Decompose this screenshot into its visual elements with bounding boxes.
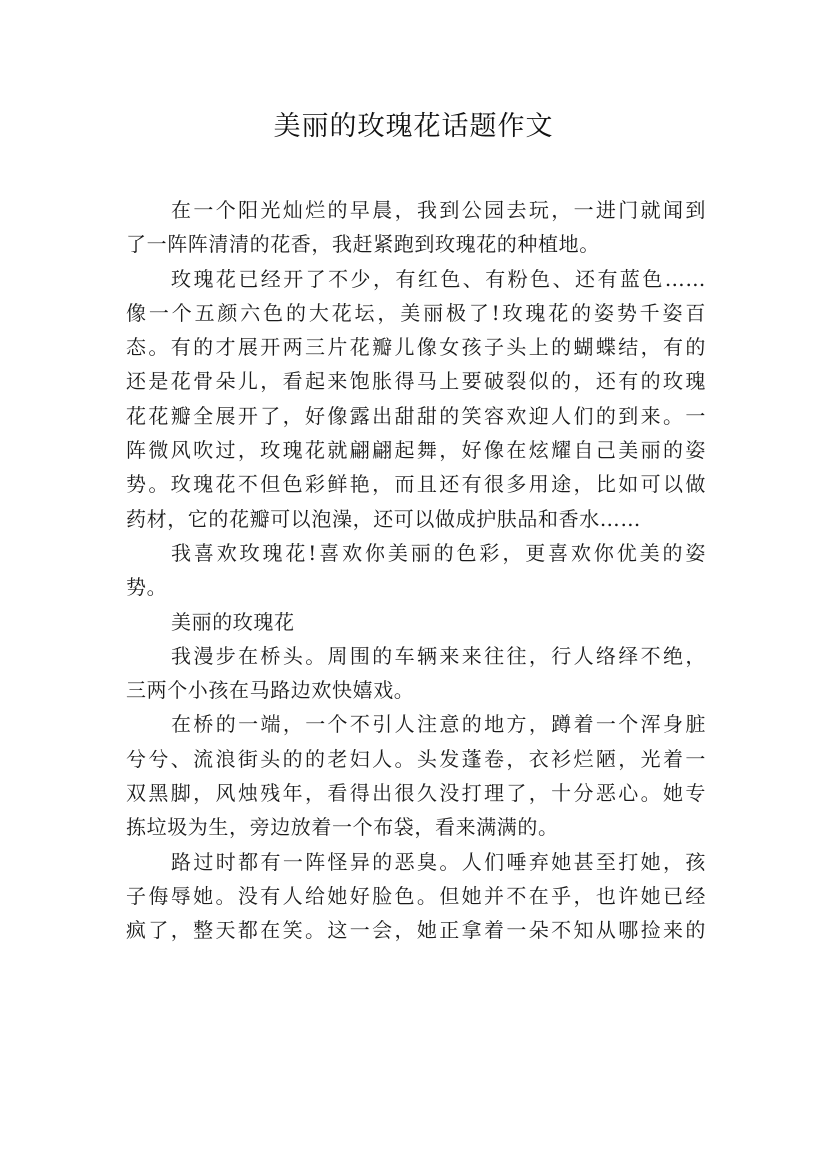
text-line: 美丽的玫瑰花 [171,609,295,634]
text-line: 疯了，整天都在笑。这一会，她正拿着一朵不知从哪捡来的 [126,918,706,943]
text-line: 药材，它的花瓣可以泡澡，还可以做成护肤品和香水…… [126,506,641,531]
text-line: 兮兮、流浪街头的的老妇人。头发蓬卷，衣衫烂陋，光着一 [126,746,706,771]
text-line: 在桥的一端，一个不引人注意的地方，蹲着一个浑身脏 [171,712,706,737]
text-line: 子侮辱她。没有人给她好脸色。但她并不在乎，也许她已经 [126,883,706,908]
text-line: 在一个阳光灿烂的早晨，我到公园去玩，一进门就闻到 [171,198,706,222]
text-line: 像一个五颜六色的大花坛，美丽极了!玫瑰花的姿势千姿百 [126,300,706,325]
text-line: 我喜欢玫瑰花!喜欢你美丽的色彩，更喜欢你优美的姿 [171,540,706,565]
text-line: 态。有的才展开两三片花瓣儿像女孩子头上的蝴蝶结，有的 [126,335,706,360]
text-line: 阵微风吹过，玫瑰花就翩翩起舞，好像在炫耀自己美丽的姿 [126,438,706,463]
text-line: 三两个小孩在马路边欢快嬉戏。 [126,678,415,703]
text-line: 我漫步在桥头。周围的车辆来来往往，行人络绎不绝， [171,643,706,668]
text-line: 拣垃圾为生，旁边放着一个布袋，看来满满的。 [126,815,559,840]
text-line: 势。 [126,575,168,600]
text-line: 还是花骨朵儿，看起来饱胀得马上要破裂似的，还有的玫瑰 [126,369,706,394]
text-line: 路过时都有一阵怪异的恶臭。人们唾弃她甚至打她，孩 [171,849,706,874]
text-line: 玫瑰花已经开了不少，有红色、有粉色、还有蓝色…… [171,266,706,291]
text-line: 势。玫瑰花不但色彩鲜艳，而且还有很多用途，比如可以做 [126,472,706,497]
document-title: 美丽的玫瑰花话题作文 [273,111,554,142]
text-line: 花花瓣全展开了，好像露出甜甜的笑容欢迎人们的到来。一 [126,403,706,428]
text-line: 双黑脚，风烛残年，看得出很久没打理了，十分恶心。她专 [126,781,706,806]
text-line: 了一阵阵清清的花香，我赶紧跑到玫瑰花的种植地。 [126,232,600,257]
document-body [126,193,706,948]
